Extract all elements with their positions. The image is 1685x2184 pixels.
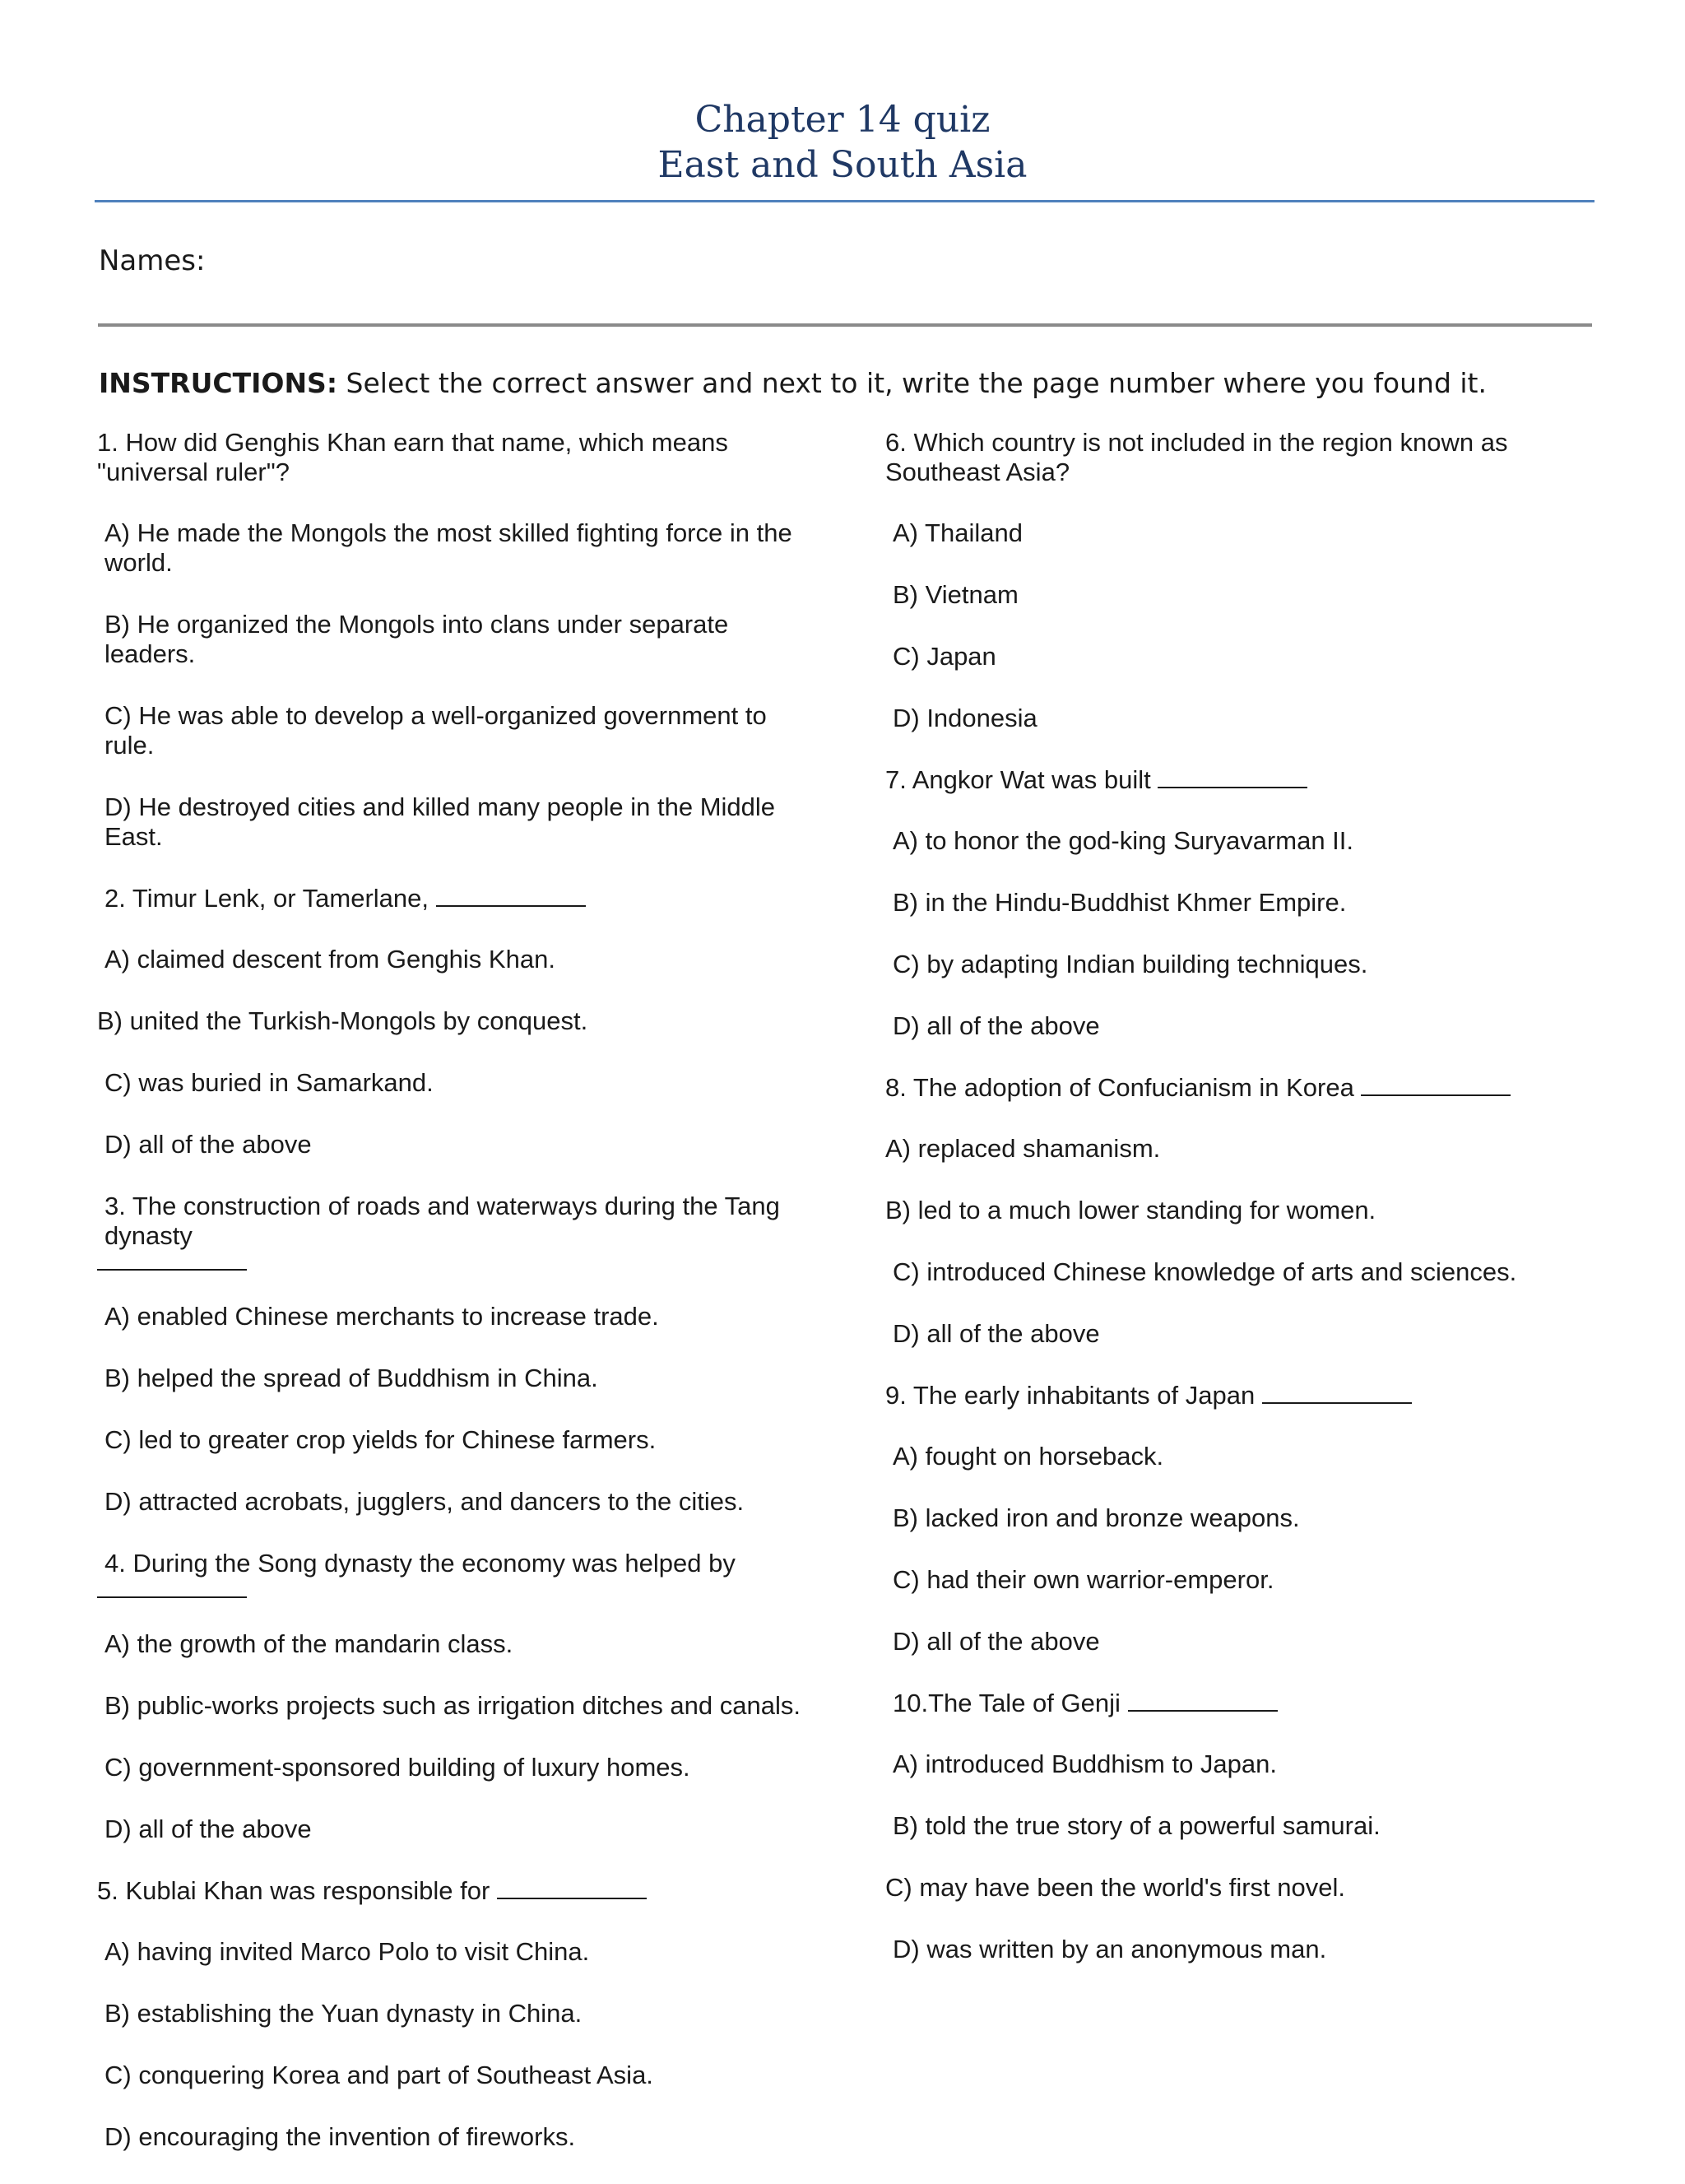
q1-option-d[interactable]: D) He destroyed cities and killed many people in the Middle East. [104, 792, 776, 851]
question-9 [885, 1381, 1576, 1410]
title-divider [95, 200, 1594, 202]
q9-option-a[interactable]: A) fought on horseback. [893, 1442, 1164, 1471]
question-5-text: 5. Kublai Khan was responsible for [97, 1876, 490, 1905]
q8-option-c[interactable]: C) introduced Chinese knowledge of arts and sciences. [893, 1257, 1517, 1286]
question-8 [885, 1073, 1576, 1103]
quiz-title: Chapter 14 quiz [694, 99, 991, 141]
answer-blank[interactable] [1158, 765, 1307, 788]
question-3-text: 3. The construction of roads and waterways during the Tang dynasty [104, 1192, 780, 1250]
instructions-text: Select the correct answer and next to it, write the page number where you found it. [337, 367, 1487, 399]
q5-option-b[interactable]: B) establishing the Yuan dynasty in China. [104, 1999, 583, 2028]
q6-option-b[interactable]: B) Vietnam [893, 580, 1019, 609]
q5-option-d[interactable]: D) encouraging the invention of fireworks. [104, 2122, 576, 2151]
answer-blank[interactable] [1262, 1381, 1412, 1404]
question-2 [97, 884, 805, 913]
left-column [97, 428, 805, 2184]
q2-option-a[interactable]: A) claimed descent from Genghis Khan. [104, 945, 555, 974]
q4-option-b[interactable]: B) public-works projects such as irrigation ditches and canals. [104, 1691, 801, 1720]
names-line [98, 323, 1592, 327]
q2-option-c[interactable]: C) was buried in Samarkand. [104, 1068, 434, 1097]
q3-option-d[interactable]: D) attracted acrobats, jugglers, and dancers to the cities. [104, 1487, 745, 1516]
q7-option-b[interactable]: B) in the Hindu-Buddhist Khmer Empire. [893, 888, 1347, 917]
names-label: Names: [99, 244, 206, 277]
question-4 [97, 1549, 805, 1598]
q5-option-a[interactable]: A) having invited Marco Polo to visit China. [104, 1937, 590, 1966]
q8-option-d[interactable]: D) all of the above [893, 1319, 1100, 1348]
q7-option-a[interactable]: A) to honor the god-king Suryavarman II. [893, 826, 1354, 855]
question-10 [885, 1689, 1576, 1718]
q1-option-b[interactable]: B) He organized the Mongols into clans under separate leaders. [104, 610, 729, 668]
right-column [885, 428, 1576, 1996]
q2-option-d[interactable]: D) all of the above [104, 1130, 312, 1159]
q4-option-a[interactable]: A) the growth of the mandarin class. [104, 1629, 513, 1658]
question-1: 1. How did Genghis Khan earn that name, which means "universal ruler"? [97, 428, 728, 486]
q10-option-a[interactable]: A) introduced Buddhism to Japan. [893, 1750, 1277, 1778]
answer-blank[interactable] [497, 1876, 647, 1899]
question-7 [885, 765, 1576, 795]
q6-option-c[interactable]: C) Japan [893, 642, 996, 671]
q10-option-d[interactable]: D) was written by an anonymous man. [893, 1935, 1327, 1963]
q3-option-c[interactable]: C) led to greater crop yields for Chinese farmers. [104, 1425, 657, 1454]
q9-option-c[interactable]: C) had their own warrior-emperor. [893, 1565, 1274, 1594]
question-8-text: 8. The adoption of Confucianism in Korea [885, 1073, 1354, 1102]
q6-option-a[interactable]: A) Thailand [893, 518, 1023, 547]
q9-option-b[interactable]: B) lacked iron and bronze weapons. [893, 1503, 1300, 1532]
q9-option-d[interactable]: D) all of the above [893, 1627, 1100, 1656]
q7-option-d[interactable]: D) all of the above [893, 1011, 1100, 1040]
quiz-subtitle: East and South Asia [657, 144, 1028, 186]
question-2-text: 2. Timur Lenk, or Tamerlane, [104, 884, 429, 913]
question-6: 6. Which country is not included in the region known as Southeast Asia? [885, 428, 1508, 486]
q8-option-a[interactable]: A) replaced shamanism. [885, 1134, 1161, 1163]
question-7-text: 7. Angkor Wat was built [885, 765, 1151, 794]
question-10-text: 10.The Tale of Genji [893, 1689, 1121, 1717]
q6-option-d[interactable]: D) Indonesia [893, 704, 1037, 732]
q1-option-c[interactable]: C) He was able to develop a well-organized government to rule. [104, 701, 767, 760]
instructions [99, 367, 1487, 399]
q2-option-b[interactable]: B) united the Turkish-Mongols by conquest. [97, 1006, 588, 1035]
question-9-text: 9. The early inhabitants of Japan [885, 1381, 1256, 1410]
answer-blank[interactable] [97, 1596, 247, 1598]
q7-option-c[interactable]: C) by adapting Indian building techniques. [893, 950, 1368, 978]
answer-blank[interactable] [97, 1269, 247, 1271]
instructions-label: INSTRUCTIONS: [99, 367, 338, 399]
question-5 [97, 1876, 805, 1906]
answer-blank[interactable] [1128, 1689, 1278, 1712]
q5-option-c[interactable]: C) conquering Korea and part of Southeast Asia. [104, 2061, 653, 2089]
q10-option-b[interactable]: B) told the true story of a powerful samurai. [893, 1811, 1381, 1840]
q3-option-a[interactable]: A) enabled Chinese merchants to increase trade. [104, 1302, 659, 1331]
q4-option-c[interactable]: C) government-sponsored building of luxury homes. [104, 1753, 690, 1782]
q3-option-b[interactable]: B) helped the spread of Buddhism in China. [104, 1364, 598, 1392]
question-4-text: 4. During the Song dynasty the economy was helped by [104, 1549, 736, 1578]
answer-blank[interactable] [1361, 1073, 1511, 1096]
q8-option-b[interactable]: B) led to a much lower standing for women. [885, 1196, 1376, 1224]
q4-option-d[interactable]: D) all of the above [104, 1815, 312, 1843]
q1-option-a[interactable]: A) He made the Mongols the most skilled fighting force in the world. [104, 518, 792, 577]
question-3 [97, 1192, 805, 1271]
answer-blank[interactable] [436, 884, 586, 907]
q10-option-c[interactable]: C) may have been the world's first novel. [885, 1873, 1345, 1902]
